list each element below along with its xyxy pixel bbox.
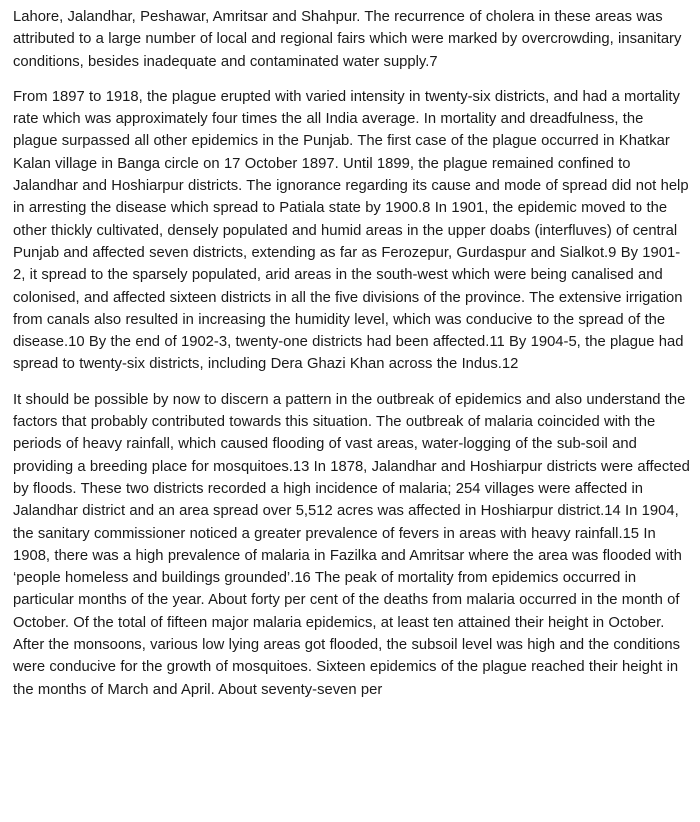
paragraph-cholera-recurrence: Lahore, Jalandhar, Peshawar, Amritsar and Shahpur. The recurrence of cholera in these areas was attributed to a large number of local and regional fairs which were marked by overcrowding, insanitary conditions, besides inadequate and contaminated water supply.7 [13,9,682,70]
paragraph-plague-spread: From 1897 to 1918, the plague erupted with varied intensity in twenty-six districts, and had a mortality rate which was approximately four times the all India average. In mortality and dreadfulness, the plague surpassed all other epidemics in the Punjab. The first case of the plague occurred in Khatkar Kalan village in Banga circle on 17 October 1897. Until 1899, the plague remained confined to Jalandhar and Hoshiarpur districts. The ignorance regarding its cause and mode of spread did not help in arresting the disease which spread to Patiala state by 1900.8 In 1901, the epidemic moved to the other thickly cultivated, densely populated and humid areas in the upper doabs (interfluves) of central Punjab and affected seven districts, extending as far as Ferozepur, Gurdaspur and Sialkot.9 By 1901-2, it spread to the sparsely populated, arid areas in the south-west which were being canalised and colonised, and affected sixteen districts in all the five divisions of the province. The extensive irrigation from canals also resulted in increasing the humidity level, which was conducive to the spread of the disease.10 By the end of 1902-3, twenty-one districts had been affected.11 By 1904-5, the plague had spread to twenty-six districts, including Dera Ghazi Khan across the Indus.12 [13,88,689,373]
paragraph-epidemic-pattern: It should be possible by now to discern a pattern in the outbreak of epidemics and also understand the factors that probably contributed towards this situation. The outbreak of malaria coincided with the periods of heavy rainfall, which caused flooding of vast areas, water-logging of the sub-soil and providing a breeding place for mosquitoes.13 In 1878, Jalandhar and Hoshiarpur districts were affected by floods. These two districts recorded a high incidence of malaria; 254 villages were affected in Jalandhar district and an area spread over 5,512 acres was affected in Hoshiarpur district.14 In 1904, the sanitary commissioner noticed a greater prevalence of fevers in areas with heavy rainfall.15 In 1908, there was a high prevalence of malaria in Fazilka and Amritsar where the area was flooded with ‘people homeless and buildings grounded’.16 The peak of mortality from epidemics occurred in particular months of the year. About forty per cent of the deaths from malaria occurred in the month of October. Of the total of fifteen major malaria epidemics, at least ten attained their height in October. After the monsoons, various low lying areas got flooded, the subsoil level was high and the conditions were conducive for the growth of mosquitoes. Sixteen epidemics of the plague reached their height in the months of March and April. About seventy-seven per [13,391,690,698]
